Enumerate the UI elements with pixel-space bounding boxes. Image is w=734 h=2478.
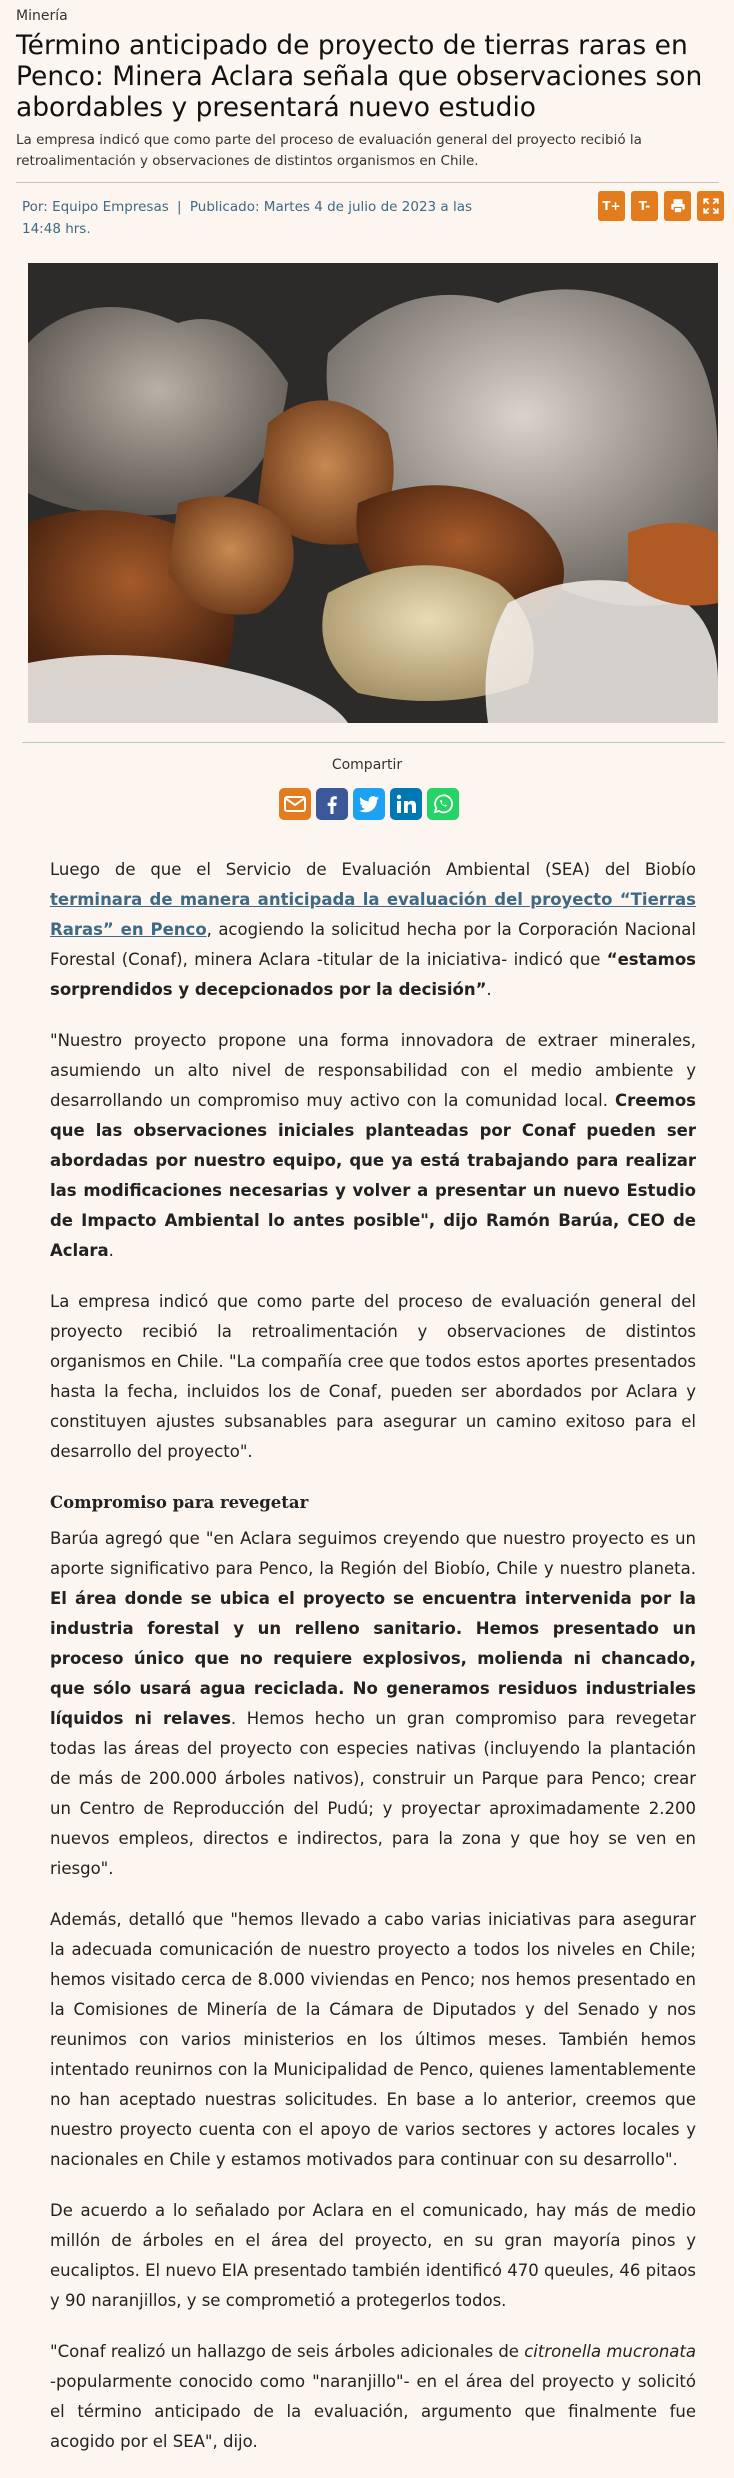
font-decrease-button[interactable]: T-	[631, 191, 658, 221]
whatsapp-icon	[431, 792, 455, 816]
share-linkedin-button[interactable]	[390, 788, 422, 820]
paragraph-6: De acuerdo a lo señalado por Aclara en el comunicado, hay más de medio millón de árboles en el área del proyecto, en su gran mayoría pinos y eucaliptos. El nuevo EIA presentado también identificó 470 queules, 46 pitaos y 90 naranjillos, y se comprometió a protegerlos todos.	[50, 2201, 696, 2310]
share-whatsapp-button[interactable]	[427, 788, 459, 820]
fullscreen-button[interactable]	[697, 191, 724, 221]
paragraph-3: La empresa indicó que como parte del proceso de evaluación general del proyecto recibió la retroalimentación y observaciones de distintos organismos en Chile. "La compañía cree que todos estos aportes presentados hasta la fecha, incluidos los de Conaf, pueden ser abordados por Aclara y constituyen ajustes subsanables para asegurar un camino exitoso para el desarrollo del proyecto".	[50, 1292, 696, 1461]
share-email-button[interactable]	[279, 788, 311, 820]
share-facebook-button[interactable]	[316, 788, 348, 820]
byline-published: Publicado: Martes 4 de julio de 2023 a las 14:48 hrs.	[22, 199, 473, 237]
paragraph-7: "Conaf realizó un hallazgo de seis árboles adicionales de citronella mucronata -popularmente conocido como "naranjillo"- en el área del proyecto y solicitó el término anticipado de la evaluación, argumento que finalmente fue acogido por el SEA", dijo.	[50, 2342, 696, 2451]
share-twitter-button[interactable]	[353, 788, 385, 820]
font-increase-button[interactable]: T+	[598, 191, 625, 221]
byline	[22, 196, 482, 240]
section-label[interactable]: Minería	[16, 8, 68, 24]
twitter-icon	[357, 792, 381, 816]
paragraph-1: Luego de que el Servicio de Evaluación Ambiental (SEA) del Biobío terminara de manera anticipada la evaluación del proyecto “Tierras Raras” en Penco, acogiendo la solicitud hecha por la Corporación Nacional Forestal (Conaf), minera Aclara -titular de la iniciativa- indicó que “estamos sorprendidos y decepcionados por la decisión”.	[50, 860, 696, 999]
byline-separator: |	[177, 199, 182, 215]
email-icon	[283, 792, 307, 816]
article-tools	[598, 191, 724, 221]
facebook-icon	[320, 792, 344, 816]
share-divider	[22, 742, 725, 743]
paragraph-5: Además, detalló que "hemos llevado a cabo varias iniciativas para asegurar la adecuada comunicación de nuestro proyecto a todos los niveles en Chile; hemos visitado cerca de 8.000 viviendas en Penco; nos hemos presentado en la Comisiones de Minería de la Cámara de Diputados y del Senado y nos reunimos con varios ministerios en los últimos meses. También hemos intentado reunirnos con la Municipalidad de Penco, quienes lamentablemente no han aceptado nuestras solicitudes. En base a lo anterior, creemos que nuestro proyecto cuenta con el apoyo de varios sectores y actores locales y nacionales en Chile y estamos motivados para continuar con su desarrollo".	[50, 1910, 696, 2169]
paragraph-2: "Nuestro proyecto propone una forma innovadora de extraer minerales, asumiendo un alto nivel de responsabilidad con el medio ambiente y desarrollando un compromiso muy activo con la comunidad local. Creemos que las observaciones iniciales planteadas por Conaf pueden ser abordadas por nuestro equipo, que ya está trabajando para realizar las modificaciones necesarias y volver a presentar un nuevo Estudio de Impacto Ambiental lo antes posible", dijo Ramón Barúa, CEO de Aclara.	[50, 1031, 696, 1260]
linkedin-icon	[394, 792, 418, 816]
related-article-link[interactable]: terminara de manera anticipada la evaluación del proyecto “Tierras Raras” en Penco	[50, 890, 696, 939]
hero-image-rare-earth-minerals	[28, 263, 718, 723]
article-headline: Término anticipado de proyecto de tierras raras en Penco: Minera Aclara señala que observaciones son abordables y presentará nuevo estudio	[16, 30, 703, 123]
article-subheading: Compromiso para revegetar	[50, 1493, 309, 1512]
article-subtitle: La empresa indicó que como parte del proceso de evaluación general del proyecto recibió la retroalimentación y observaciones de distintos organismos en Chile.	[16, 132, 642, 169]
paragraph-4: Barúa agregó que "en Aclara seguimos creyendo que nuestro proyecto es un aporte significativo para Penco, la Región del Biobío, Chile y nuestro planeta. El área donde se ubica el proyecto se encuentra intervenida por la industria forestal y un relleno sanitario. Hemos presentado un proceso único que no requiere explosivos, molienda ni chancado, que sólo usará agua reciclada. No generamos residuos industriales líquidos ni relaves. Hemos hecho un gran compromiso para revegetar todas las áreas del proyecto con especies nativas (incluyendo la plantación de más de 200.000 árboles nativos), construir un Parque para Penco; crear un Centro de Reproducción del Pudú; y proyectar aproximadamente 2.200 nuevos empleos, directos e indirectos, para la zona y que hoy se ven en riesgo".	[50, 1529, 696, 1878]
byline-author: Por: Equipo Empresas	[22, 199, 169, 215]
print-icon	[669, 197, 687, 215]
header-divider	[16, 182, 719, 183]
expand-icon	[702, 197, 720, 215]
share-icons	[279, 788, 459, 820]
share-label: Compartir	[331, 757, 403, 773]
article-body	[50, 855, 696, 2478]
print-button[interactable]	[664, 191, 691, 221]
